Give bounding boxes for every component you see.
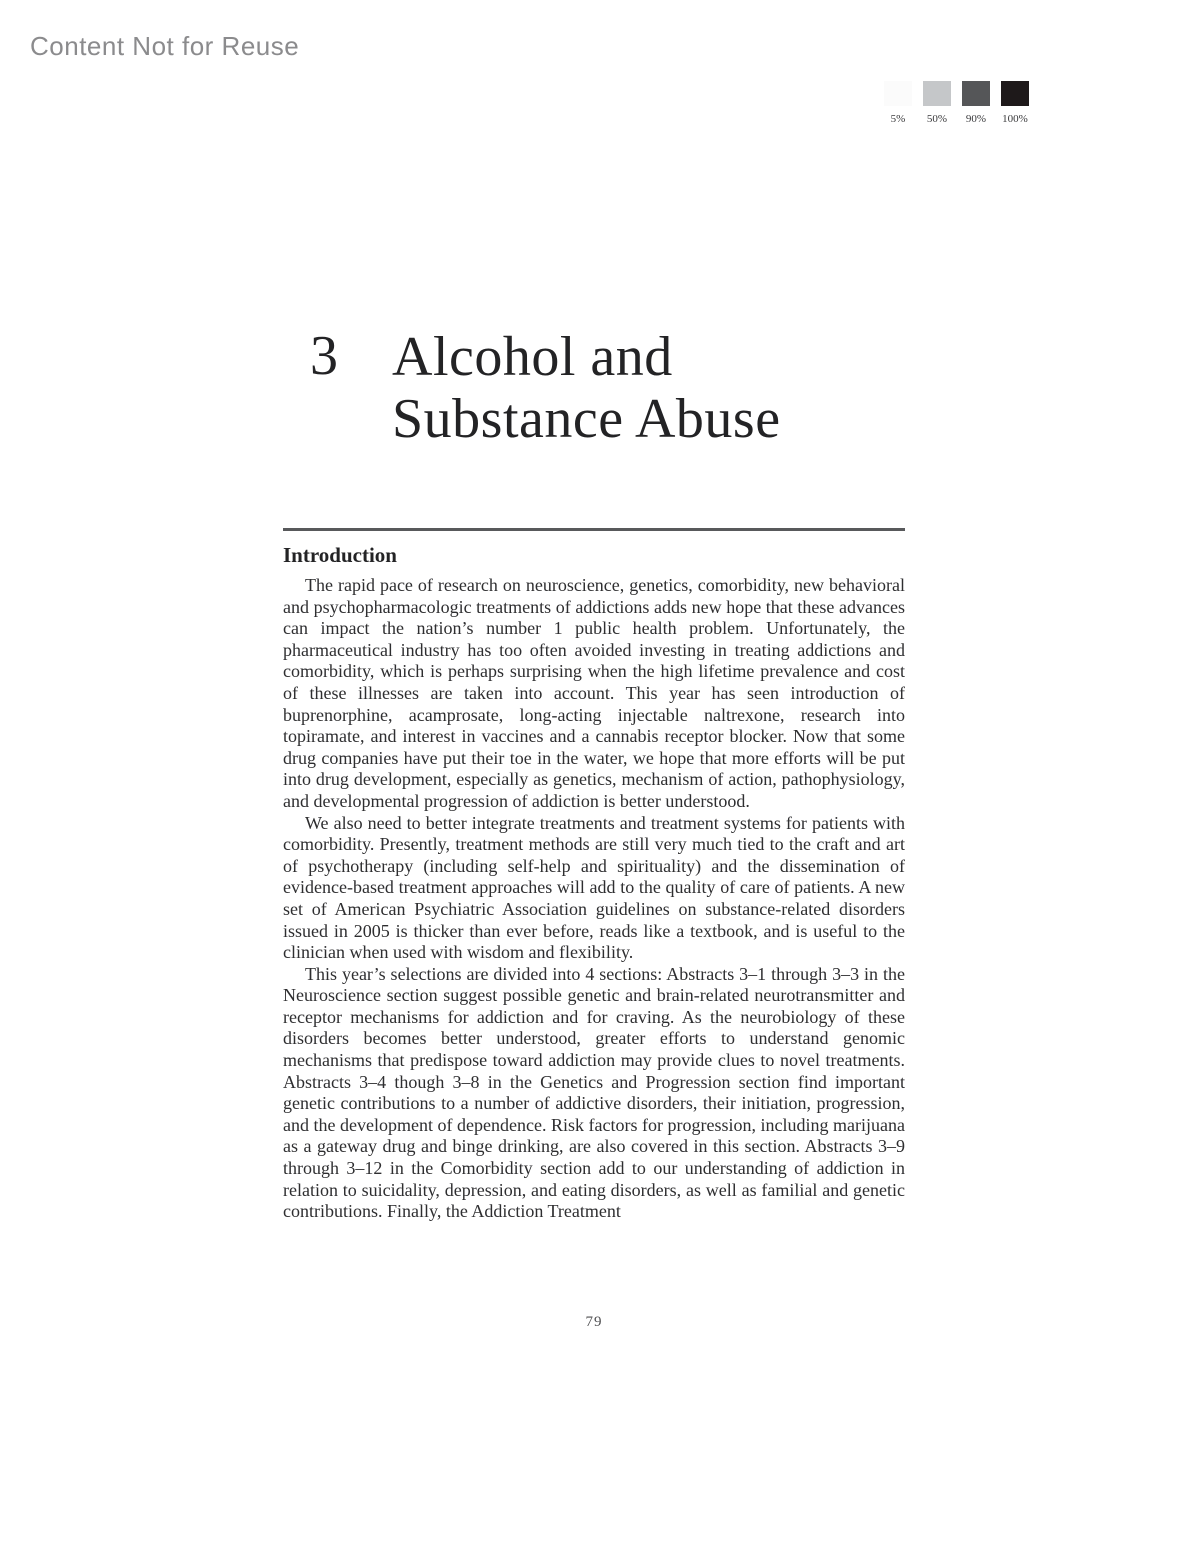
watermark-text: Content Not for Reuse: [30, 31, 300, 61]
swatch-label: 5%: [890, 113, 906, 125]
section-heading: Introduction: [283, 543, 397, 567]
page-number: 79: [585, 1314, 603, 1330]
swatch-label: 100%: [1002, 113, 1028, 125]
section-divider-rule: [283, 528, 905, 531]
grayscale-calibration-strip: [884, 81, 1029, 125]
gray-swatch: [962, 81, 990, 106]
calibration-swatch-50: [923, 81, 951, 125]
body-text-column: [283, 575, 905, 1223]
calibration-swatch-90: [962, 81, 990, 125]
calibration-swatch-100: [1001, 81, 1029, 125]
paragraph: We also need to better integrate treatments and treatment systems for patients with comorbidity. Presently, treatment methods are still very much tied to the craft and art of psychotherapy (including self-help and spirituality) and the dissemination of evidence-based treatment approaches will add to the quality of care of patients. A new set of American Psychiatric Association guidelines on substance-related disorders issued in 2005 is thicker than ever before, reads like a textbook, and is useful to the clinician when used with wisdom and flexibility.: [283, 812, 905, 963]
swatch-label: 50%: [926, 113, 948, 125]
chapter-number: 3: [310, 325, 338, 387]
chapter-title-block: [310, 326, 781, 450]
gray-swatch: [1001, 81, 1029, 106]
chapter-title: [392, 326, 781, 450]
paragraph: The rapid pace of research on neuroscience, genetics, comorbidity, new behavioral and psychopharmacologic treatments of addictions adds new hope that these advances can impact the nation’s number 1 public health problem. Unfortunately, the pharmaceutical industry has too often avoided investing in treating addictions and comorbidity, which is perhaps surprising when the high lifetime prevalence and cost of these illnesses are taken into account. This year has seen introduction of buprenorphine, acamprosate, long-acting injectable naltrexone, research into topiramate, and interest in vaccines and a cannabis receptor blocker. Now that some drug companies have put their toe in the water, we hope that more efforts will be put into drug development, especially as genetics, mechanism of action, pathophysiology, and developmental progression of addiction is better understood.: [283, 575, 905, 811]
paragraph: This year’s selections are divided into 4 sections: Abstracts 3–1 through 3–3 in the Neuroscience section suggest possible genetic and brain-related neurotransmitter and receptor mechanisms for addiction and for craving. As the neurobiology of these disorders becomes better understood, greater efforts to understand genomic mechanisms that predispose toward addiction may provide clues to novel treatments. Abstracts 3–4 though 3–8 in the Genetics and Progression section find important genetic contributions to a number of addictive disorders, their initiation, progression, and the development of dependence. Risk factors for progression, including marijuana as a gateway drug and binge drinking, are also covered in this section. Abstracts 3–9 through 3–12 in the Comorbidity section add to our understanding of addiction in relation to suicidality, depression, and eating disorders, as well as familial and genetic contributions. Finally, the Addiction Treatment: [283, 963, 905, 1222]
swatch-label: 90%: [965, 113, 987, 125]
gray-swatch: [884, 81, 912, 106]
calibration-swatch-5: [884, 81, 912, 125]
chapter-title-line1: Alcohol and: [392, 326, 673, 388]
chapter-title-line2: Substance Abuse: [392, 388, 781, 450]
gray-swatch: [923, 81, 951, 106]
